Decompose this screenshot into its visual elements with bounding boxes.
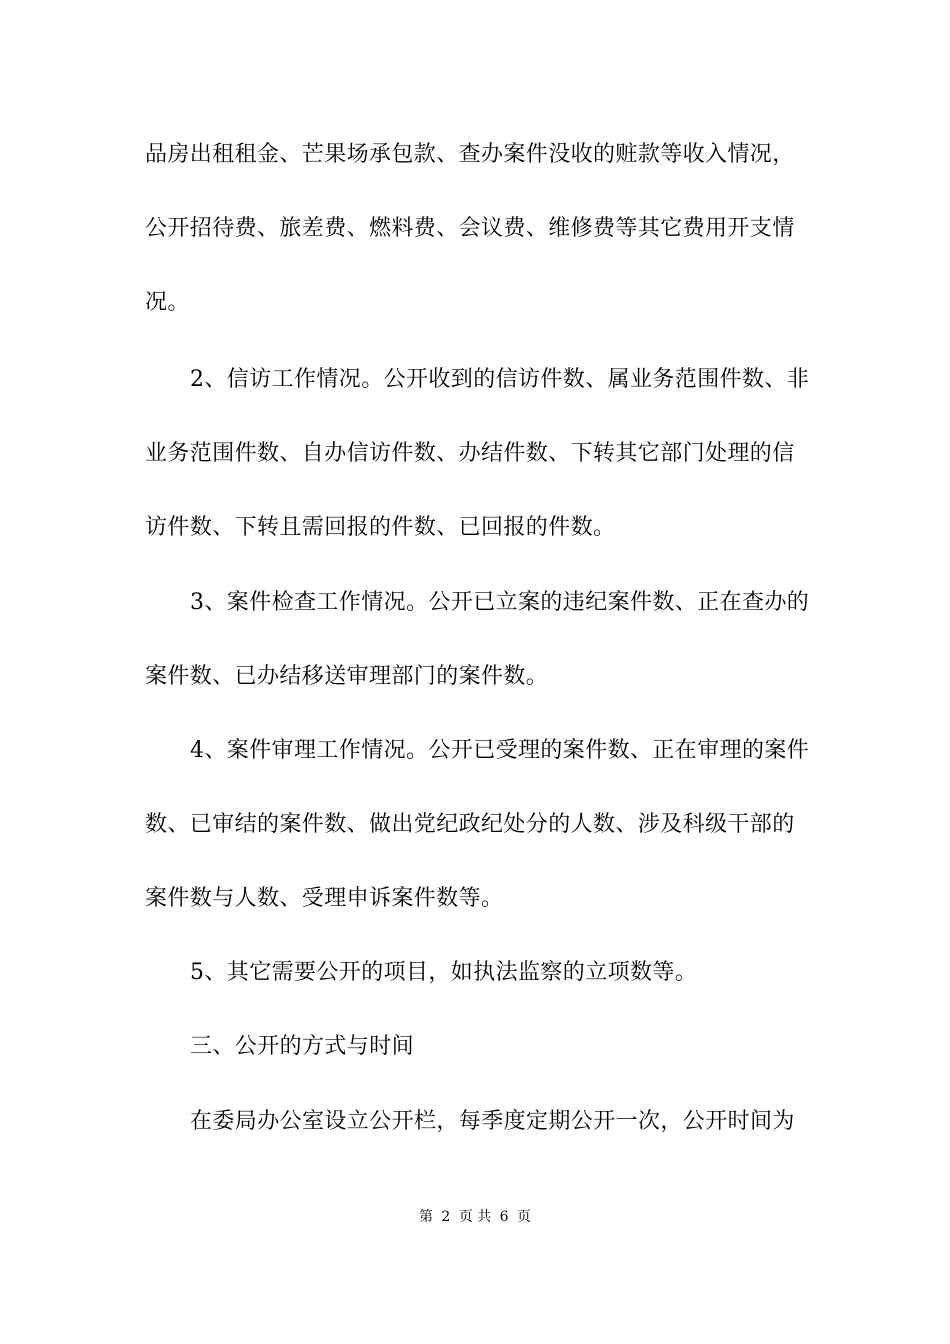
page-footer [0,1208,950,1226]
page-number: 2 [441,1209,451,1225]
text-line: 数、已审结的案件数、做出党纪政纪处分的人数、涉及科级干部的 [145,812,795,837]
paragraph-start: 5、其它需要公开的项目，如执法监察的立项数等。 [190,960,698,985]
footer-suffix: 页 [517,1209,532,1225]
section-heading: 三、公开的方式与时间 [190,1034,415,1059]
footer-prefix: 第 [418,1209,433,1225]
text-line: 案件数、已办结移送审理部门的案件数。 [145,664,549,689]
footer-middle: 页 共 [458,1209,492,1225]
paragraph-start: 2、信访工作情况。公开收到的信访件数、属业务范围件数、非 [190,367,810,392]
paragraph-start: 4、案件审理工作情况。公开已受理的案件数、正在审理的案件 [190,738,810,763]
text-line: 公开招待费、旅差费、燃料费、会议费、维修费等其它费用开支情 [145,216,795,241]
paragraph-start: 3、案件检查工作情况。公开已立案的违纪案件数、正在查办的 [190,590,810,615]
total-pages: 6 [499,1209,509,1225]
text-line: 访件数、下转且需回报的件数、已回报的件数。 [145,515,616,540]
paragraph-start: 在委局办公室设立公开栏，每季度定期公开一次，公开时间为 [190,1109,795,1134]
text-line: 况。 [145,290,190,315]
text-line: 业务范围件数、自办信访件数、办结件数、下转其它部门处理的信 [145,441,795,466]
text-line: 案件数与人数、受理申诉案件数等。 [145,886,504,911]
text-line: 品房出租租金、芒果场承包款、查办案件没收的赃款等收入情况， [145,142,795,167]
